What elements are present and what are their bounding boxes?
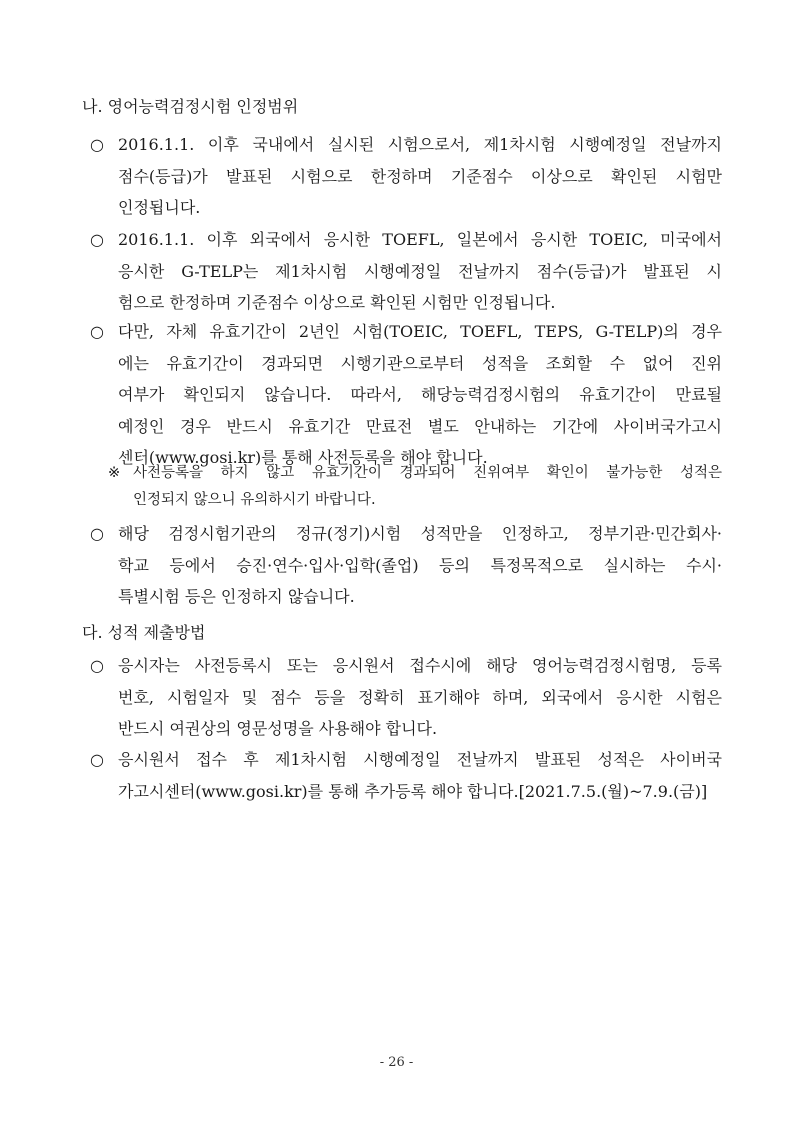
circle-bullet-icon: ○ (90, 524, 104, 543)
list-item (90, 650, 722, 745)
text-line: 사전등록을 하지 않고 유효기간이 경과되어 진위여부 확인이 불가능한 성적은 (133, 465, 722, 481)
text-line: 2016.1.1. 이후 외국에서 응시한 TOEFL, 일본에서 응시한 TOEIC, 미국에서 (118, 230, 722, 249)
list-item (90, 518, 722, 613)
text-line: 여부가 확인되지 않습니다. 따라서, 해당능력검정시험의 유효기간이 만료될 (118, 385, 722, 404)
text-line: 응시원서 접수 후 제1차시험 시행예정일 전날까지 발표된 성적은 사이버국 (118, 750, 722, 769)
text-line: 가고시센터(www.gosi.kr)를 통해 추가등록 해야 합니다.[2021.7.5.(월)~7.9.(금)] (118, 781, 708, 801)
list-item (90, 744, 722, 807)
circle-bullet-icon: ○ (90, 656, 104, 675)
text-line: 예정인 경우 반드시 유효기간 만료전 별도 안내하는 기간에 사이버국가고시 (118, 416, 722, 436)
text-line: 인정되지 않으니 유의하시기 바랍니다. (133, 492, 376, 508)
section-heading-scope: 나. 영어능력검정시험 인정범위 (82, 97, 299, 116)
text-line: 응시자는 사전등록시 또는 응시원서 접수시에 해당 영어능력검정시험명, 등록 (118, 656, 722, 675)
text-line: 학교 등에서 승진·연수·입사·입학(졸업) 등의 특정목적으로 실시하는 수시· (118, 555, 722, 575)
circle-bullet-icon: ○ (90, 135, 104, 154)
circle-bullet-icon: ○ (90, 230, 104, 249)
text-line: 다만, 자체 유효기간이 2년인 시험(TOEIC, TOEFL, TEPS, G-TELP)의 경우 (118, 322, 722, 341)
text-line: 번호, 시험일자 및 점수 등을 정확히 표기해야 하며, 외국에서 응시한 시험은 (118, 687, 722, 707)
text-line: 특별시험 등은 인정하지 않습니다. (118, 587, 355, 606)
text-line: 에는 유효기간이 경과되면 시행기관으로부터 성적을 조회할 수 없어 진위 (118, 353, 722, 373)
text-line: 반드시 여권상의 영문성명을 사용해야 합니다. (118, 719, 438, 738)
text-line: 인정됩니다. (118, 198, 201, 217)
circle-bullet-icon: ○ (90, 322, 104, 341)
list-item (90, 224, 722, 319)
list-item (90, 129, 722, 224)
text-line: 2016.1.1. 이후 국내에서 실시된 시험으로서, 제1차시험 시행예정일 전날까지 (118, 135, 722, 154)
list-item (90, 316, 722, 474)
circle-bullet-icon: ○ (90, 750, 104, 769)
text-line: 험으로 한정하며 기준점수 이상으로 확인된 시험만 인정됩니다. (118, 293, 556, 312)
reference-mark-icon: ※ (108, 465, 121, 481)
note-item (108, 460, 722, 514)
text-line: 점수(등급)가 발표된 시험으로 한정하며 기준점수 이상으로 확인된 시험만 (118, 166, 722, 186)
text-line: 해당 검정시험기관의 정규(정기)시험 성적만을 인정하고, 정부기관·민간회사· (118, 524, 722, 543)
text-line: 응시한 G-TELP는 제1차시험 시행예정일 전날까지 점수(등급)가 발표된 시 (118, 261, 722, 281)
text-line: 센터(www.gosi.kr)를 통해 사전등록을 해야 합니다. (118, 448, 488, 467)
page-number: - 26 - (379, 1055, 414, 1070)
section-heading-submission: 다. 성적 제출방법 (82, 623, 206, 642)
